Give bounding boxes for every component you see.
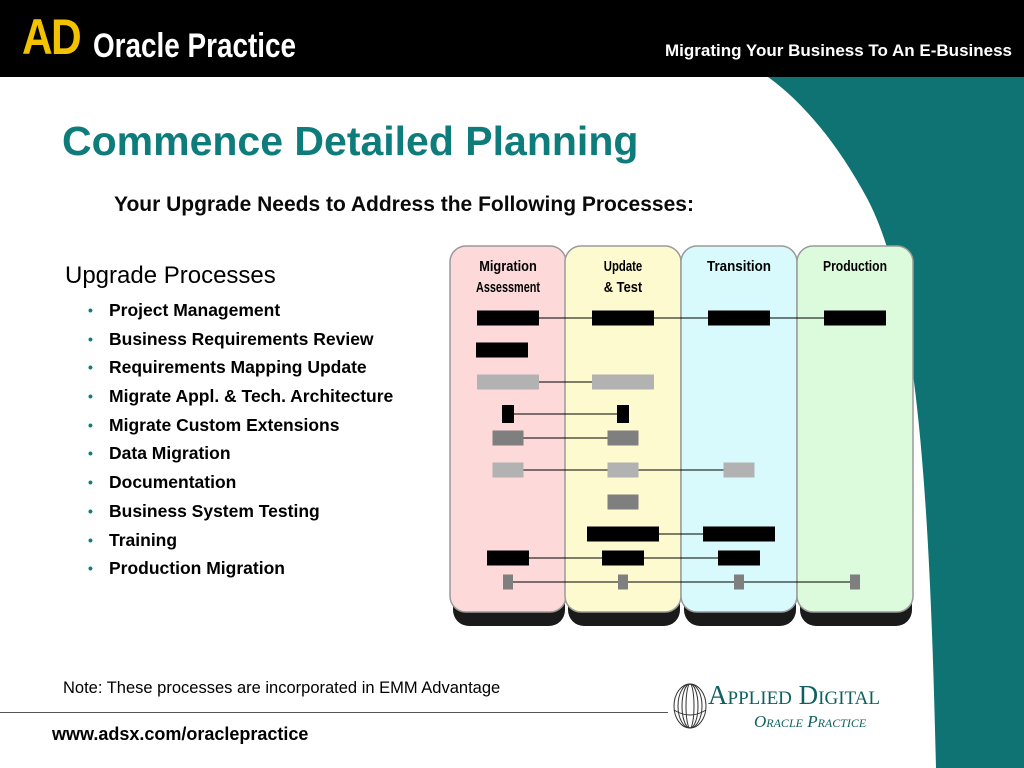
bullet-icon: • [88, 416, 93, 433]
header-tagline: Migrating Your Business To An E-Business [665, 41, 1012, 60]
bullet-icon: • [88, 560, 93, 577]
process-bar [608, 463, 639, 478]
note-text: Note: These processes are incorporated in EMM Advantage [63, 679, 501, 697]
process-bar [592, 375, 654, 390]
process-item-label: Training [109, 529, 178, 550]
logo-title: Oracle Practice [93, 27, 297, 65]
process-item-label: Migrate Custom Extensions [109, 414, 340, 435]
process-bar [487, 551, 529, 566]
bullet-icon: • [88, 531, 93, 548]
process-item-label: Business Requirements Review [109, 328, 374, 349]
process-bar [493, 463, 524, 478]
process-bar [734, 575, 744, 590]
process-item-label: Documentation [109, 472, 237, 493]
subtitle: Your Upgrade Needs to Address the Following Processes: [114, 193, 694, 216]
process-bar [608, 431, 639, 446]
page-title: Commence Detailed Planning [62, 118, 639, 164]
phase-header-label: Transition [707, 259, 771, 275]
bullet-icon: • [88, 474, 93, 491]
process-item-label: Business System Testing [109, 500, 320, 521]
process-item-label: Data Migration [109, 443, 231, 464]
process-bar [477, 311, 539, 326]
ad-logo: AD [22, 9, 80, 65]
phase-header-label: Production [823, 259, 887, 275]
process-bar [608, 495, 639, 510]
process-item-label: Migrate Appl. & Tech. Architecture [109, 386, 394, 407]
phase-header-label: Assessment [476, 280, 541, 296]
process-bar [477, 375, 539, 390]
process-item-label: Requirements Mapping Update [109, 357, 367, 378]
process-bar [587, 527, 659, 542]
process-bar [493, 431, 524, 446]
process-bar [718, 551, 760, 566]
process-bar [617, 405, 629, 423]
process-bar [824, 311, 886, 326]
globe-rings-icon [670, 680, 710, 732]
company-logo [668, 676, 904, 738]
process-bar [850, 575, 860, 590]
bullet-icon: • [88, 502, 93, 519]
bullet-icon: • [88, 330, 93, 347]
phase-header-label: Migration [479, 259, 537, 275]
phase-header-label: Update [603, 259, 643, 275]
bullet-icon: • [88, 445, 93, 462]
process-bar [502, 405, 514, 423]
process-item-label: Production Migration [109, 558, 285, 579]
process-bar [476, 343, 528, 358]
process-bar [602, 551, 644, 566]
process-item-label: Project Management [109, 300, 281, 320]
company-name: Applied Digital [708, 680, 880, 710]
phase-header-label: & Test [603, 280, 643, 296]
company-practice: Oracle Practice [754, 712, 867, 731]
phase-column [797, 246, 913, 612]
process-bar [703, 527, 775, 542]
process-bar [503, 575, 513, 590]
bullet-icon: • [88, 302, 93, 318]
footer-url-link[interactable]: www.adsx.com/oraclepractice [52, 724, 309, 744]
footer-divider [0, 712, 668, 713]
process-bar [724, 463, 755, 478]
bullet-icon: • [88, 359, 93, 376]
bullet-icon: • [88, 388, 93, 405]
process-bar [618, 575, 628, 590]
process-bar [592, 311, 654, 326]
process-bar [708, 311, 770, 326]
process-list-heading: Upgrade Processes [65, 262, 276, 289]
